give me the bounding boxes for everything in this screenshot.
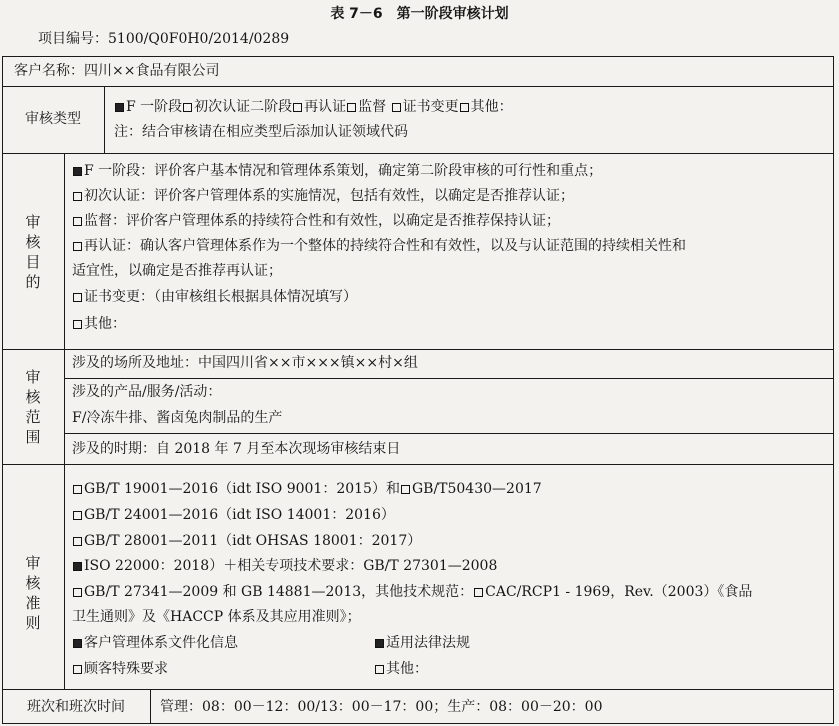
row-divider xyxy=(2,464,834,465)
checkbox[interactable] xyxy=(392,103,401,112)
col-divider xyxy=(150,689,151,724)
client-row xyxy=(14,62,219,80)
checkbox[interactable] xyxy=(293,103,302,112)
sub-row-divider xyxy=(64,378,834,379)
audit-type-label: 审核类型 xyxy=(25,111,81,127)
purpose-item-recert-cont: 适宜性，以确定是否推荐再认证； xyxy=(72,263,282,279)
table-title: 表 7－6 第一阶段审核计划 xyxy=(330,6,509,22)
purpose-item-cert-change: 证书变更：（由审核组长根据具体情况填写） xyxy=(72,288,357,306)
criteria-line-28001: GB/T 28001—2011（idt OHSAS 18001：2017） xyxy=(72,532,421,550)
checkbox[interactable] xyxy=(73,588,82,597)
checkbox-checked[interactable] xyxy=(73,562,82,571)
checkbox[interactable] xyxy=(401,485,410,494)
col-divider xyxy=(64,153,65,689)
criteria-line-27341: GB/T 27341—2009 和 GB 14881—2013，其他技术规范： CAC/RCP1 - 1969，Rev.（2003）《食品 xyxy=(72,583,752,601)
col-divider xyxy=(104,86,105,153)
audit-type-option[interactable]: 监督 xyxy=(346,99,386,115)
checkbox[interactable] xyxy=(73,293,82,302)
purpose-label: 审 核 目 的 xyxy=(25,213,41,291)
audit-type-option[interactable]: 其他： xyxy=(459,99,513,115)
row-divider xyxy=(2,153,834,154)
checkbox[interactable] xyxy=(375,665,384,674)
checkbox[interactable] xyxy=(474,588,483,597)
client-name: 四川××食品有限公司 xyxy=(84,63,220,79)
audit-type-option[interactable]: F 一阶段 xyxy=(114,99,182,115)
checkbox[interactable] xyxy=(183,103,192,112)
project-number: 项目编号：5100/Q0F0H0/2014/0289 xyxy=(38,31,290,47)
checkbox[interactable] xyxy=(73,665,82,674)
checkbox[interactable] xyxy=(73,485,82,494)
criteria-line-27341-cont: 卫生通则》及《HACCP 体系及其应用准则》； xyxy=(72,609,361,625)
scope-products-value: F/冷冻牛排、酱卤兔肉制品的生产 xyxy=(72,410,283,426)
row-divider xyxy=(2,86,834,87)
criteria-line-customer: 顾客特殊要求 xyxy=(72,660,168,678)
checkbox[interactable] xyxy=(73,537,82,546)
row-divider xyxy=(2,349,834,350)
audit-type-note: 注：结合审核请在相应类型后添加认证领域代码 xyxy=(114,124,408,140)
scope-site: 涉及的场所及地址：中国四川省××市×××镇××村×组 xyxy=(72,355,418,371)
sub-row-divider xyxy=(64,433,834,434)
checkbox[interactable] xyxy=(460,103,469,112)
audit-type-option[interactable]: 再认证 xyxy=(292,99,346,115)
checkbox-checked[interactable] xyxy=(73,167,82,176)
criteria-line-laws: 适用法律法规 xyxy=(374,634,470,652)
criteria-line-9001: GB/T 19001—2016（idt ISO 9001：2015）和 GB/T50430—2017 xyxy=(72,480,542,498)
audit-type-options xyxy=(114,98,513,116)
scope-period: 涉及的时期：自 2018 年 7 月至本次现场审核结束日 xyxy=(72,441,401,457)
client-label: 客户名称： xyxy=(14,63,84,79)
scope-label: 审 核 范 围 xyxy=(25,368,41,446)
checkbox-checked[interactable] xyxy=(115,103,124,112)
criteria-line-other: 其他： xyxy=(374,660,428,678)
checkbox[interactable] xyxy=(73,511,82,520)
checkbox[interactable] xyxy=(73,242,82,251)
purpose-item-other: 其他： xyxy=(72,315,126,333)
criteria-line-docs: 客户管理体系文件化信息 xyxy=(72,634,238,652)
criteria-line-14001: GB/T 24001—2016（idt ISO 14001：2016） xyxy=(72,506,395,524)
purpose-item-surveillance: 监督：评价客户管理体系的持续符合性和有效性，以确定是否推荐保持认证； xyxy=(72,212,560,230)
checkbox-checked[interactable] xyxy=(73,639,82,648)
checkbox[interactable] xyxy=(347,103,356,112)
purpose-item-initial: 初次认证：评价客户管理体系的实施情况，包括有效性，以确定是否推荐认证； xyxy=(72,187,574,205)
checkbox[interactable] xyxy=(73,217,82,226)
purpose-item-f1: F 一阶段：评价客户基本情况和管理体系策划，确定第二阶段审核的可行性和重点； xyxy=(72,162,602,180)
row-divider xyxy=(2,689,834,690)
shift-value: 管理：08：00－12：00/13：00－17：00；生产：08：00－20：00 xyxy=(160,699,603,715)
checkbox-checked[interactable] xyxy=(375,639,384,648)
audit-type-option[interactable]: 初次认证二阶段 xyxy=(182,99,292,115)
purpose-item-recert: 再认证：确认客户管理体系作为一个整体的持续符合性和有效性，以及与认证范围的持续相关性和 xyxy=(72,237,686,255)
scope-products-label: 涉及的产品/服务/活动： xyxy=(72,384,222,400)
shift-label: 班次和班次时间 xyxy=(27,699,125,715)
criteria-line-22000: ISO 22000：2018）＋相关专项技术要求：GB/T 27301—2008 xyxy=(72,557,497,575)
checkbox[interactable] xyxy=(73,192,82,201)
checkbox[interactable] xyxy=(73,320,82,329)
audit-type-option[interactable]: 证书变更 xyxy=(391,99,459,115)
criteria-label: 审 核 准 则 xyxy=(25,554,41,632)
